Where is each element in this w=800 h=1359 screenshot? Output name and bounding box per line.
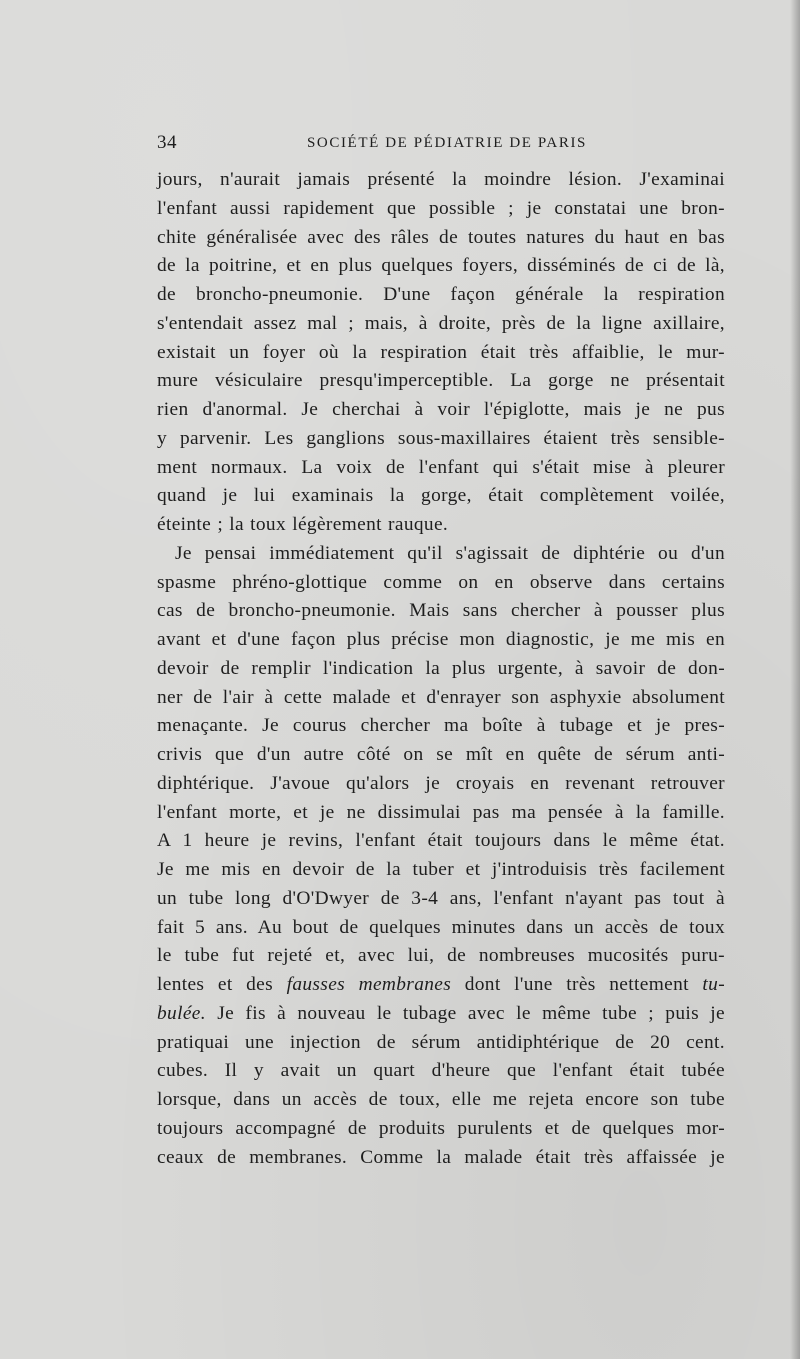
text-segment: dont l'une très nettement — [451, 974, 703, 995]
text-line: ner de l'air à cette malade et d'enrayer son asphyxie absolument — [157, 686, 725, 708]
text-line: A 1 heure je revins, l'enfant était toujours dans le même état. — [157, 830, 725, 852]
text-line: y parvenir. Les ganglions sous-maxillaires étaient très sensible- — [157, 427, 725, 449]
text-line: cas de broncho-pneumonie. Mais sans chercher à pousser plus — [157, 600, 725, 622]
text-line: avant et d'une façon plus précise mon diagnostic, je me mis en — [157, 629, 725, 650]
text-line: rien d'anormal. Je cherchai à voir l'épiglotte, mais je ne pus — [157, 399, 725, 420]
text-segment: lentes et des — [157, 974, 287, 995]
text-line: s'entendait assez mal ; mais, à droite, près de la ligne axillaire, — [157, 312, 725, 334]
text-segment: Je fis à nouveau le tubage avec le même tube ; puis je — [205, 1002, 725, 1024]
text-line: le tube fut rejeté et, avec lui, de nombreuses mucosités puru- — [157, 945, 725, 967]
body-text — [157, 166, 725, 1172]
text-line: Je pensai immédiatement qu'il s'agissait de diphtérie ou d'un — [175, 542, 725, 564]
text-line: un tube long d'O'Dwyer de 3-4 ans, l'enfant n'ayant pas tout à — [157, 887, 725, 909]
text-line: menaçante. Je courus chercher ma boîte à tubage et je pres- — [157, 715, 725, 737]
text-line: ceaux de membranes. Comme la malade était très affaissée je — [157, 1146, 725, 1168]
text-line: diphtérique. J'avoue qu'alors je croyais en revenant retrouver — [157, 772, 725, 794]
page-number: 34 — [157, 132, 177, 153]
text-line: l'enfant aussi rapidement que possible ; je constatai une bron- — [157, 197, 725, 219]
text-line: ment normaux. La voix de l'enfant qui s'était mise à pleurer — [157, 456, 725, 478]
page-header — [157, 132, 725, 156]
text-line: fait 5 ans. Au bout de quelques minutes dans un accès de toux — [157, 916, 725, 938]
text-line: devoir de remplir l'indication la plus urgente, à savoir de don- — [157, 657, 725, 679]
italic-text: tu- — [702, 974, 726, 995]
text-line: de broncho-pneumonie. D'une façon générale la respiration — [157, 284, 725, 305]
text-line: toujours accompagné de produits purulents et de quelques mor- — [157, 1117, 725, 1139]
text-line — [157, 971, 725, 1000]
text-line: cubes. Il y avait un quart d'heure que l'enfant était tubée — [157, 1060, 725, 1082]
text-line — [157, 1000, 725, 1029]
italic-text: bulée. — [157, 1002, 206, 1024]
text-line: existait un foyer où la respiration était très affaiblie, le mur- — [157, 341, 725, 363]
text-line: Je me mis en devoir de la tuber et j'introduisis très facilement — [157, 859, 725, 880]
running-title: SOCIÉTÉ DE PÉDIATRIE DE PARIS — [306, 135, 588, 151]
text-line: lorsque, dans un accès de toux, elle me rejeta encore son tube — [157, 1089, 725, 1110]
page-edge-shadow — [790, 0, 800, 1359]
italic-text: fausses membranes — [286, 974, 452, 995]
text-line: chite généralisée avec des râles de toutes natures du haut en bas — [157, 226, 725, 248]
text-line: spasme phréno-glottique comme on en observe dans certains — [157, 571, 725, 593]
text-line: de la poitrine, et en plus quelques foyers, disséminés de ci de là, — [157, 255, 725, 277]
text-line: crivis que d'un autre côté on se mît en quête de sérum anti- — [157, 744, 725, 765]
text-line: mure vésiculaire presqu'imperceptible. La gorge ne présentait — [157, 370, 725, 392]
text-line: l'enfant morte, et je ne dissimulai pas ma pensée à la famille. — [157, 801, 725, 823]
text-line: quand je lui examinais la gorge, était complètement voilée, — [157, 485, 725, 507]
text-line: éteinte ; la toux légèrement rauque. — [157, 514, 449, 535]
text-line: pratiquai une injection de sérum antidiphtérique de 20 cent. — [157, 1031, 725, 1053]
text-line: jours, n'aurait jamais présenté la moindre lésion. J'examinai — [157, 169, 725, 190]
